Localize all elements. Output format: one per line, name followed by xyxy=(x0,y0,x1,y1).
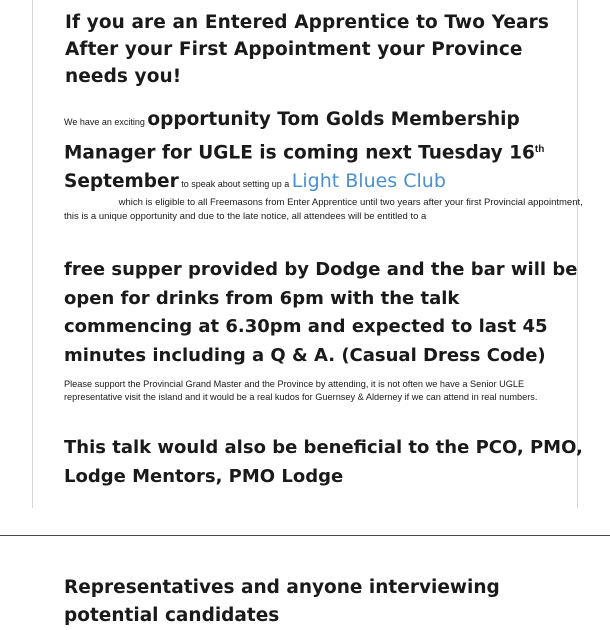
intro-lead: We have an exciting xyxy=(64,117,148,127)
representatives-text: Representatives and anyone interviewing potential candidates xyxy=(64,577,500,626)
supper-details: free supper provided by Dodge and the bar will be open for drinks from 6pm with the talk commencing at 6.30pm and expected to last 45 minutes including a Q & A. (Casual Dress Code) xyxy=(64,259,578,366)
intro-month: September xyxy=(64,171,179,193)
intro-headline: opportunity Tom Golds Membership Manager for UGLE is coming next Tuesday 16 xyxy=(64,109,535,164)
intro-purpose: to speak about setting up a xyxy=(178,179,292,190)
beneficial-note: This talk would also be beneficial to the PCO, PMO, Lodge Mentors, PMO Lodge xyxy=(64,437,583,487)
club-name: Light Blues Club xyxy=(291,170,446,193)
support-note: Please support the Provincial Grand Master and the Province by attending, it is not often we have a Senior UGLE representative visit the island and it would be a real kudos for Guernsey & Alderney if we can attend in real numbers. xyxy=(64,379,538,402)
intro-paragraph xyxy=(64,106,564,198)
eligibility-text xyxy=(64,196,584,224)
page-border-left xyxy=(32,0,33,508)
eligibility-body: which is eligible to all Freemasons from Enter Apprentice until two years after your first Provincial appointment, this is a unique opportunity and due to the late notice, all attendees will be entitled to a xyxy=(64,197,583,222)
page-divider xyxy=(0,535,610,536)
day-suffix: th xyxy=(534,144,545,155)
flyer-heading: If you are an Entered Apprentice to Two Years After your First Appointment your Province needs you! xyxy=(65,12,549,87)
